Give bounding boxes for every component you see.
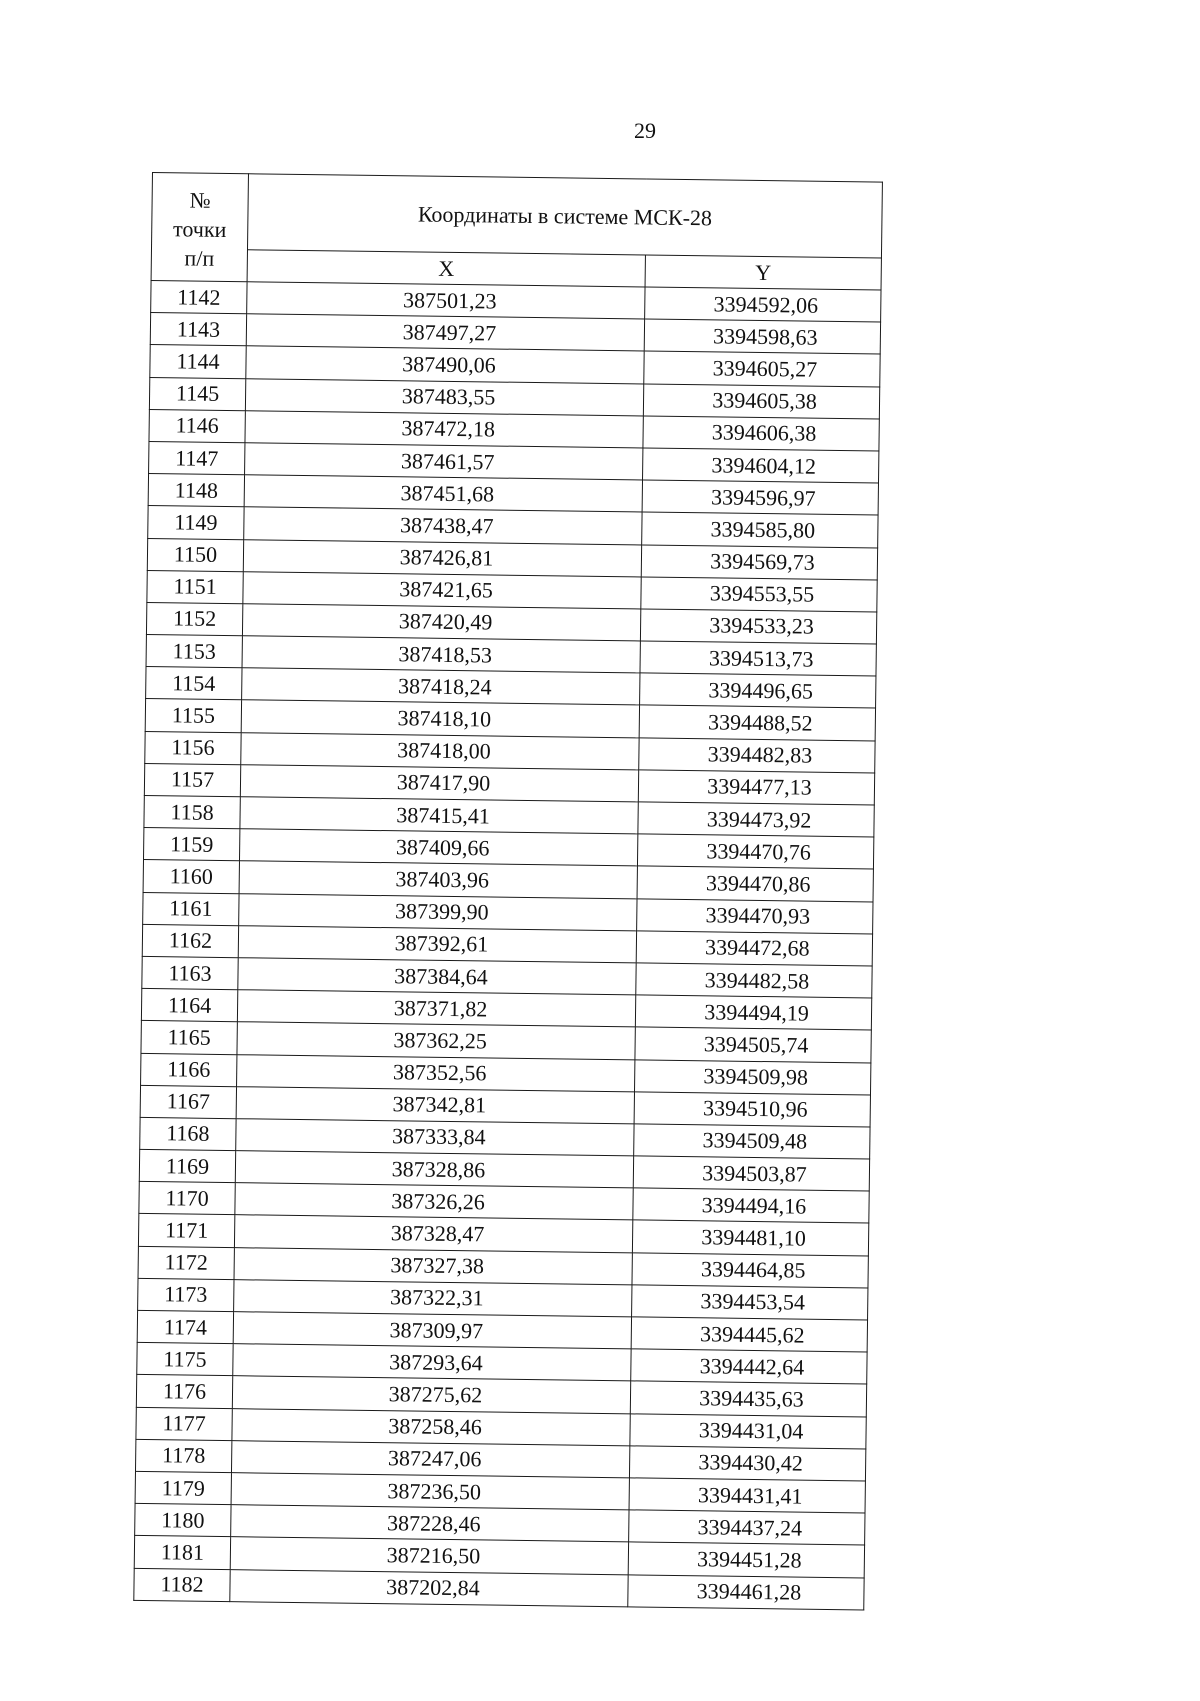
x-coordinate-cell: 387418,24	[242, 668, 640, 705]
point-number-header	[151, 173, 248, 282]
x-coordinate-cell: 387342,81	[236, 1086, 634, 1123]
point-number-cell: 1168	[140, 1117, 236, 1150]
y-coordinate-cell: 3394431,41	[629, 1478, 865, 1513]
x-coordinate-cell: 387421,65	[243, 571, 641, 608]
x-coordinate-cell: 387202,84	[230, 1569, 628, 1606]
y-coordinate-cell: 3394596,97	[642, 480, 878, 515]
point-number-cell: 1151	[147, 570, 243, 603]
x-coordinate-cell: 387426,81	[243, 539, 641, 576]
x-coordinate-cell: 387352,56	[237, 1054, 635, 1091]
x-coordinate-cell: 387236,50	[231, 1473, 629, 1510]
point-number-cell: 1171	[138, 1214, 234, 1247]
point-number-cell: 1163	[142, 956, 238, 989]
point-number-cell: 1179	[135, 1471, 231, 1504]
y-coordinate-cell: 3394505,74	[635, 1027, 871, 1062]
x-coordinate-cell: 387293,64	[233, 1344, 631, 1381]
x-coordinate-cell: 387497,27	[246, 314, 644, 351]
point-number-cell: 1152	[146, 602, 242, 635]
y-coordinate-cell: 3394509,48	[634, 1124, 870, 1159]
y-coordinate-cell: 3394482,58	[636, 963, 872, 998]
point-number-cell: 1149	[148, 506, 244, 539]
y-coordinate-cell: 3394606,38	[643, 416, 879, 451]
y-coordinate-cell: 3394461,28	[628, 1574, 864, 1609]
y-coordinate-cell: 3394435,63	[630, 1381, 866, 1416]
point-number-cell: 1166	[141, 1053, 237, 1086]
point-number-cell: 1143	[150, 313, 246, 346]
y-coordinate-cell: 3394510,96	[634, 1092, 870, 1127]
x-coordinate-cell: 387322,31	[234, 1279, 632, 1316]
point-number-header-line: №	[189, 187, 211, 213]
point-number-cell: 1164	[141, 989, 237, 1022]
y-coordinate-cell: 3394470,93	[637, 898, 873, 933]
y-coordinate-cell: 3394585,80	[642, 512, 878, 547]
table-header-row	[151, 173, 882, 259]
x-coordinate-cell: 387451,68	[244, 475, 642, 512]
y-coordinate-cell: 3394473,92	[638, 802, 874, 837]
x-coordinate-cell: 387418,10	[241, 700, 639, 737]
point-number-cell: 1153	[146, 635, 242, 668]
x-coordinate-cell: 387409,66	[239, 829, 637, 866]
y-coordinate-cell: 3394604,12	[643, 448, 879, 483]
point-number-cell: 1167	[140, 1085, 236, 1118]
x-coordinate-cell: 387371,82	[237, 990, 635, 1027]
coordinates-system-header: Координаты в системе МСК-28	[247, 174, 882, 258]
point-number-cell: 1173	[138, 1278, 234, 1311]
point-number-cell: 1172	[138, 1246, 234, 1279]
y-coordinate-cell: 3394605,38	[643, 384, 879, 419]
x-coordinate-cell: 387309,97	[233, 1312, 631, 1349]
x-coordinate-cell: 387415,41	[240, 797, 638, 834]
point-number-cell: 1150	[147, 538, 243, 571]
x-coordinate-cell: 387333,84	[236, 1119, 634, 1156]
x-coordinate-cell: 387490,06	[246, 346, 644, 383]
y-coordinate-cell: 3394437,24	[629, 1510, 865, 1545]
y-coordinate-cell: 3394481,10	[632, 1220, 868, 1255]
point-number-header-line: п/п	[184, 245, 215, 271]
x-coordinate-cell: 387418,00	[241, 732, 639, 769]
y-coordinate-cell: 3394503,87	[633, 1156, 869, 1191]
point-number-cell: 1142	[151, 280, 247, 313]
y-coordinate-cell: 3394592,06	[645, 287, 881, 322]
point-number-cell: 1157	[144, 763, 240, 796]
x-coordinate-cell: 387275,62	[232, 1376, 630, 1413]
x-column-header: X	[247, 250, 645, 287]
point-number-cell: 1155	[145, 699, 241, 732]
point-number-cell: 1156	[145, 731, 241, 764]
x-coordinate-cell: 387420,49	[242, 604, 640, 641]
y-coordinate-cell: 3394431,04	[630, 1413, 866, 1448]
point-number-header-line: точки	[172, 216, 227, 242]
x-coordinate-cell: 387362,25	[237, 1022, 635, 1059]
point-number-cell: 1148	[148, 474, 244, 507]
y-coordinate-cell: 3394451,28	[628, 1542, 864, 1577]
y-coordinate-cell: 3394472,68	[636, 931, 872, 966]
y-coordinate-cell: 3394430,42	[629, 1446, 865, 1481]
x-coordinate-cell: 387403,96	[239, 861, 637, 898]
y-coordinate-cell: 3394482,83	[639, 738, 875, 773]
point-number-cell: 1146	[149, 409, 245, 442]
y-coordinate-cell: 3394598,63	[644, 319, 880, 354]
x-coordinate-cell: 387326,26	[235, 1183, 633, 1220]
point-number-cell: 1170	[139, 1182, 235, 1215]
y-coordinate-cell: 3394464,85	[632, 1253, 868, 1288]
x-coordinate-cell: 387399,90	[239, 893, 637, 930]
y-coordinate-cell: 3394496,65	[640, 673, 876, 708]
point-number-cell: 1180	[135, 1504, 231, 1537]
table-body	[134, 280, 881, 1609]
y-coordinate-cell: 3394453,54	[632, 1285, 868, 1320]
point-number-cell: 1175	[137, 1343, 233, 1376]
y-coordinate-cell: 3394553,55	[641, 577, 877, 612]
point-number-cell: 1147	[149, 441, 245, 474]
y-coordinate-cell: 3394470,76	[637, 834, 873, 869]
x-coordinate-cell: 387392,61	[238, 925, 636, 962]
point-number-cell: 1160	[143, 860, 239, 893]
point-number-cell: 1161	[143, 892, 239, 925]
x-coordinate-cell: 387417,90	[240, 765, 638, 802]
x-coordinate-cell: 387418,53	[242, 636, 640, 673]
y-coordinate-cell: 3394488,52	[639, 705, 875, 740]
point-number-cell: 1176	[136, 1375, 232, 1408]
y-column-header: Y	[645, 255, 881, 290]
y-coordinate-cell: 3394513,73	[640, 641, 876, 676]
coordinates-table	[133, 172, 883, 1610]
point-number-cell: 1174	[137, 1310, 233, 1343]
point-number-cell: 1165	[141, 1021, 237, 1054]
y-coordinate-cell: 3394605,27	[644, 351, 880, 386]
point-number-cell: 1144	[150, 345, 246, 378]
y-coordinate-cell: 3394470,86	[637, 866, 873, 901]
x-coordinate-cell: 387247,06	[231, 1440, 629, 1477]
x-coordinate-cell: 387328,86	[235, 1151, 633, 1188]
page-number: 29	[634, 118, 656, 143]
point-number-cell: 1182	[134, 1568, 230, 1601]
point-number-cell: 1181	[134, 1536, 230, 1569]
point-number-cell: 1159	[143, 828, 239, 861]
x-coordinate-cell: 387384,64	[238, 958, 636, 995]
x-coordinate-cell: 387327,38	[234, 1247, 632, 1284]
y-coordinate-cell: 3394477,13	[638, 770, 874, 805]
y-coordinate-cell: 3394445,62	[631, 1317, 867, 1352]
x-coordinate-cell: 387216,50	[230, 1537, 628, 1574]
y-coordinate-cell: 3394569,73	[641, 544, 877, 579]
x-coordinate-cell: 387483,55	[245, 378, 643, 415]
y-coordinate-cell: 3394494,16	[633, 1188, 869, 1223]
point-number-cell: 1177	[136, 1407, 232, 1440]
point-number-cell: 1169	[139, 1149, 235, 1182]
y-coordinate-cell: 3394533,23	[640, 609, 876, 644]
x-coordinate-cell: 387472,18	[245, 410, 643, 447]
x-coordinate-cell: 387228,46	[231, 1505, 629, 1542]
point-number-cell: 1145	[149, 377, 245, 410]
x-coordinate-cell: 387501,23	[247, 282, 645, 319]
x-coordinate-cell: 387258,46	[232, 1408, 630, 1445]
x-coordinate-cell: 387461,57	[245, 443, 643, 480]
x-coordinate-cell: 387438,47	[244, 507, 642, 544]
point-number-cell: 1162	[142, 924, 238, 957]
x-coordinate-cell: 387328,47	[234, 1215, 632, 1252]
y-coordinate-cell: 3394494,19	[635, 995, 871, 1030]
point-number-cell: 1158	[144, 795, 240, 828]
point-number-cell: 1178	[135, 1439, 231, 1472]
y-coordinate-cell: 3394509,98	[635, 1059, 871, 1094]
y-coordinate-cell: 3394442,64	[631, 1349, 867, 1384]
point-number-cell: 1154	[146, 667, 242, 700]
